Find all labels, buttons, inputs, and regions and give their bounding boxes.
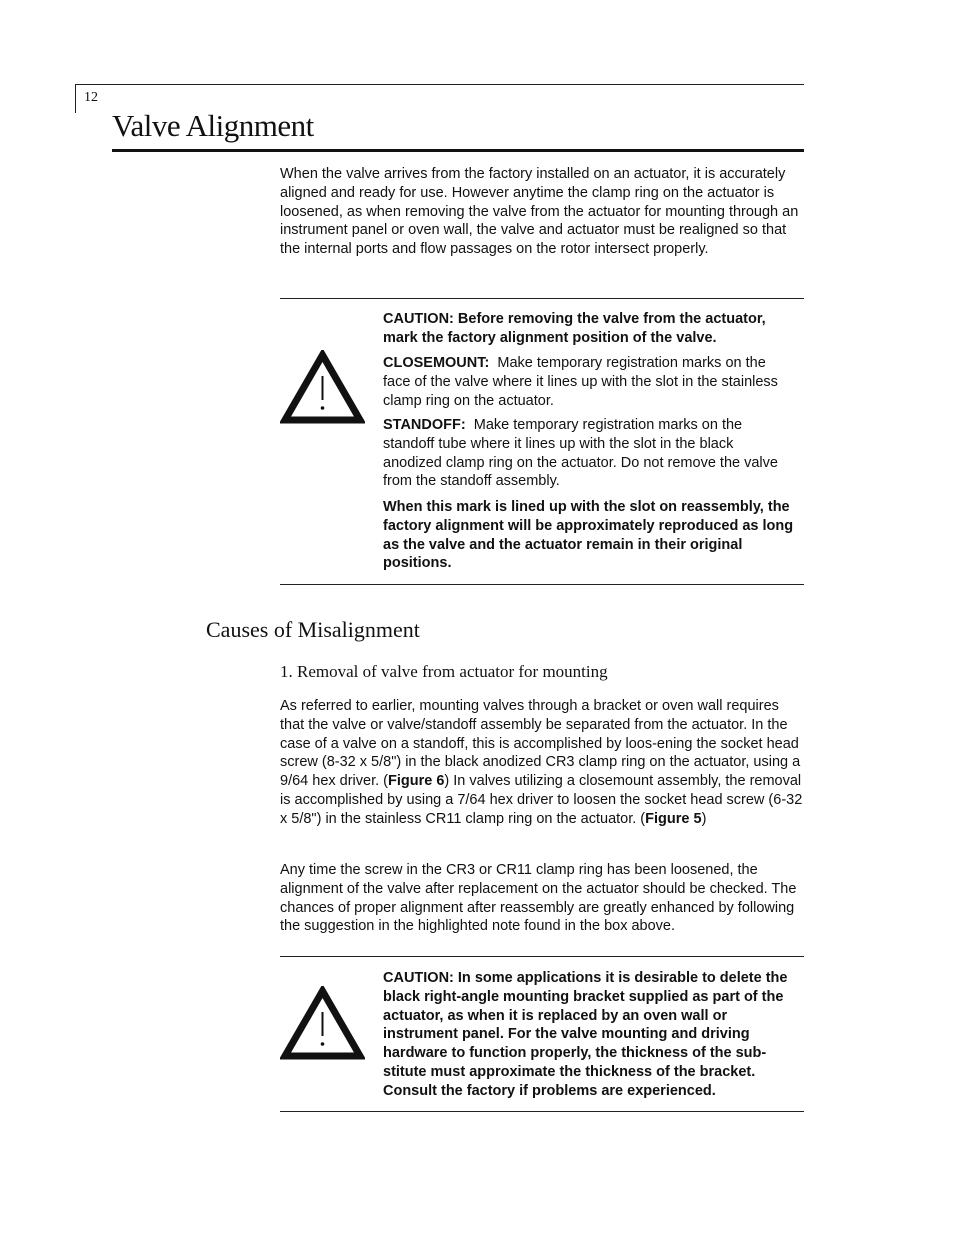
removal-text-1: As referred to earlier, mounting valves through a bracket or oven wall requires that the valve or valve/standoff assembly be separated from the actuator. In the case of a valve on a standoff, this is accomplished by loos-ening the socket head screw (8-32 x 5/8") in the black anodized CR3 clamp ring on the actuator, using a 9/64 hex driver. ( (280, 698, 801, 790)
figure-5-reference: Figure 5 (645, 810, 702, 827)
closemount-label: CLOSEMOUNT: (383, 355, 490, 371)
closemount-text: Make temporary registration marks on the face of the valve where it lines up with the slot in the stainless clamp ring on the actuator. (383, 355, 778, 409)
alignment-check-paragraph: Any time the screw in the CR3 or CR11 clamp ring has been loosened, the alignment of the valve after replacement on the actuator should be checked. The chances of proper alignment after reassembly are greatly enhanced by following the suggestion in the highlighted note found in the box above. (280, 862, 797, 935)
caution-box-2-bottom-rule (280, 1111, 804, 1112)
standoff-instruction (383, 416, 788, 491)
caution-2-text: CAUTION: In some applications it is desirable to delete the black right-angle mounting bracket supplied as part of the actuator, as when it is replaced by an oven wall or instrument panel. For the valve mounting and driving hardware to function properly, the thickness of the sub-stitute must approximate the thickness of the bracket. Consult the factory if problems are experienced. (383, 970, 788, 1099)
page-title: Valve Alignment (112, 108, 314, 143)
removal-text-3: ) (701, 810, 707, 827)
section-heading: Causes of Misalignment (206, 617, 420, 642)
title-rule (112, 149, 804, 152)
alignment-note: When this mark is lined up with the slot on reassembly, the factory alignment will be approximately reproduced as long as the valve and the actuator remain in their original positions. (383, 499, 794, 572)
intro-paragraph: When the valve arrives from the factory installed on an actuator, it is accurately aligned and ready for use. However anytime the clamp ring on the actuator is loosened, as when removing the valve from the actuator for mounting through an instrument panel or oven wall, the valve and actuator must be realigned so that the internal ports and flow passages on the rotor intersect properly. (280, 166, 799, 258)
standoff-label: STANDOFF: (383, 417, 466, 433)
standoff-text: Make temporary registration marks on the standoff tube where it lines up with the slot in the black anodized clamp ring on the actuator. Do not remove the valve from the standoff assembly. (383, 417, 778, 490)
page-number: 12 (84, 90, 98, 105)
figure-6-reference: Figure 6 (388, 773, 445, 790)
removal-paragraph (280, 697, 805, 829)
warning-triangle-icon (280, 350, 365, 424)
closemount-instruction (383, 354, 783, 410)
header-side-rule (75, 84, 76, 113)
caution-box-1-bottom-rule (280, 584, 804, 585)
caution-box-2-top-rule (280, 956, 804, 957)
header-rule (75, 84, 804, 85)
caution-box-1-top-rule (280, 298, 804, 299)
caution-1-heading: CAUTION: Before removing the valve from the actuator, mark the factory alignment position of the valve. (383, 311, 766, 346)
warning-triangle-icon (280, 986, 365, 1060)
removal-text-2: ) In valves utilizing a closemount assembly, the removal is accomplished by using a 7/64 hex driver to loosen the socket head screw (6-32 x 5/8") in the stainless CR11 clamp ring on the actuator. ( (280, 773, 803, 827)
subsection-heading: 1. Removal of valve from actuator for mounting (280, 662, 608, 681)
